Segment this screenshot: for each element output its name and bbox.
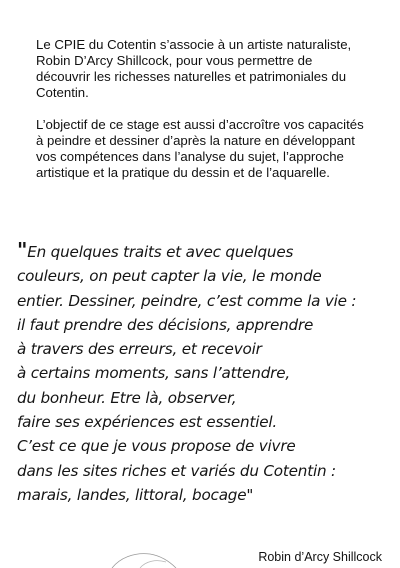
- quote-line: dans les sites riches et variés du Cotentin :: [17, 461, 336, 480]
- handwritten-quote: [17, 238, 397, 507]
- intro-paragraph-2: L’objectif de ce stage est aussi d’accroître vos capacités à peindre et dessiner d’après la nature en développant vos compétences dans l’analyse du sujet, l’approche artistique et la pratique du dessin et de l’aquarelle.: [36, 117, 364, 180]
- quote-line: entier. Dessiner, peindre, c’est comme la vie :: [17, 291, 357, 310]
- quote-line: à certains moments, sans l’attendre,: [17, 364, 290, 383]
- quote-line: faire ses expériences est essentiel.: [17, 413, 278, 432]
- quote-line: C’est ce que je vous propose de vivre: [17, 437, 296, 456]
- quote-line: couleurs, on peut capter la vie, le monde: [17, 267, 322, 286]
- quote-line: il faut prendre des décisions, apprendre: [17, 315, 314, 334]
- quote-line: du bonheur. Etre là, observer,: [17, 388, 237, 407]
- quote-close-mark: ": [246, 485, 254, 504]
- quote-open-mark: ": [17, 238, 28, 262]
- intro-text: [36, 37, 366, 181]
- quote-line: à travers des erreurs, et recevoir: [17, 340, 262, 359]
- intro-paragraph-1: Le CPIE du Cotentin s’associe à un artiste naturaliste, Robin D’Arcy Shillcock, pour vous permettre de découvrir les richesses naturelles et patrimoniales du Cotentin.: [36, 37, 352, 100]
- author-signature: Robin d’Arcy Shillcock: [258, 550, 382, 564]
- quote-line: marais, landes, littoral, bocage": [17, 485, 254, 504]
- quote-line: "En quelques traits et avec quelques: [17, 238, 294, 262]
